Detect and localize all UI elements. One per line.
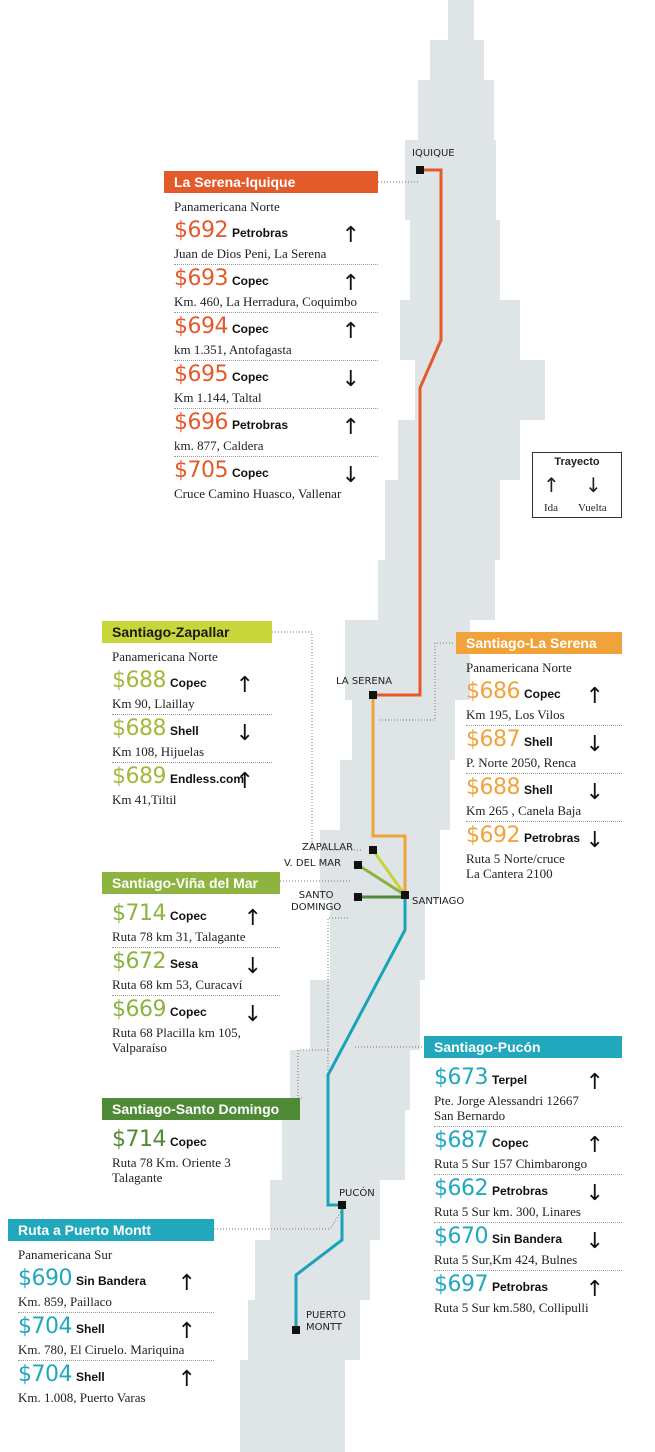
price-entry [174, 409, 378, 457]
station-address: Km 265 , Canela Baja [466, 803, 582, 818]
arrow-up-icon: ↑ [341, 223, 360, 248]
fuel-price: $694 [174, 314, 228, 339]
panel-title: Ruta a Puerto Montt [8, 1219, 214, 1241]
station-address: Ruta 78 km 31, Talagante [112, 929, 246, 944]
price-entry [112, 996, 280, 1058]
land-segment [240, 1360, 345, 1452]
land-segment [418, 80, 494, 140]
land-segment [340, 760, 450, 830]
price-entry [466, 822, 622, 884]
panel-title: Santiago-Santo Domingo [102, 1098, 300, 1120]
station-brand: Petrobras [524, 831, 581, 845]
arrow-down-icon: ↓ [235, 721, 254, 746]
arrow-up-icon: ↑ [585, 1070, 604, 1095]
land-segment [345, 620, 470, 700]
price-entry [434, 1175, 622, 1223]
arrow-up-icon: ↑ [341, 271, 360, 296]
fuel-price: $697 [434, 1272, 488, 1297]
legend-vuelta-label: Vuelta [578, 502, 607, 514]
city-label-santo-domingo: SANTO DOMINGO [291, 890, 342, 913]
price-entry [434, 1223, 622, 1271]
arrow-up-icon: ↑ [235, 673, 254, 698]
fuel-price: $705 [174, 458, 228, 483]
fuel-price: $692 [174, 218, 228, 243]
marker-puerto-montt [292, 1326, 300, 1334]
station-address: Km 195, Los Vilos [466, 707, 565, 722]
land-segment [282, 1110, 405, 1180]
station-address: Ruta 5 Norte/cruce La Cantera 2100 [466, 851, 565, 881]
fuel-price: $704 [18, 1314, 72, 1339]
station-address: Km. 460, La Herradura, Coquimbo [174, 294, 358, 309]
arrow-down-icon: ↓ [585, 1229, 604, 1254]
station-address: km 1.351, Antofagasta [174, 342, 292, 357]
land-segment [400, 300, 520, 360]
arrow-down-icon: ↓ [585, 780, 604, 805]
fuel-price: $672 [112, 949, 166, 974]
price-entry [112, 948, 280, 996]
panel-subtitle: Panamericana Norte [112, 649, 218, 664]
arrow-down-icon: ↓ [341, 463, 360, 488]
station-address: Km 1.144, Taltal [174, 390, 262, 405]
land-segment [310, 980, 420, 1050]
fuel-price: $695 [174, 362, 228, 387]
land-segment [415, 360, 545, 420]
price-entry [18, 1313, 214, 1361]
land-segment [352, 700, 455, 760]
legend-title: Trayecto [554, 456, 600, 468]
station-brand: Copec [170, 676, 207, 690]
panel-subtitle: Panamericana Norte [466, 660, 572, 675]
price-entry [112, 900, 280, 948]
panel-title: Santiago-Pucón [424, 1036, 622, 1058]
station-address: Pte. Jorge Alessandri 12667 San Bernardo [434, 1093, 579, 1123]
land-segment [378, 560, 495, 620]
price-entry [466, 726, 622, 774]
fuel-price: $673 [434, 1065, 488, 1090]
station-address: P. Norte 2050, Renca [466, 755, 577, 770]
land-segment [430, 40, 484, 80]
fuel-price: $692 [466, 823, 520, 848]
marker-zapallar [369, 846, 377, 854]
panel-subtitle: Panamericana Norte [174, 199, 280, 214]
fuel-price: $714 [112, 1127, 166, 1152]
station-address: Km 41,Tiltil [112, 792, 177, 807]
fuel-price: $688 [112, 668, 166, 693]
fuel-price: $704 [18, 1362, 72, 1387]
station-address: Km. 1.008, Puerto Varas [18, 1390, 146, 1405]
station-brand: Copec [524, 687, 561, 701]
arrow-down-icon: ↓ [585, 473, 602, 497]
station-brand: Sesa [170, 957, 199, 971]
panel-santiago-vina-del-mar [102, 872, 280, 1058]
price-entry [112, 763, 272, 810]
marker-vina [354, 861, 362, 869]
price-entry [112, 667, 272, 715]
station-brand: Petrobras [492, 1280, 549, 1294]
price-entry [112, 1126, 300, 1188]
station-brand: Copec [232, 370, 269, 384]
arrow-up-icon: ↑ [585, 684, 604, 709]
fuel-price: $687 [434, 1128, 488, 1153]
price-entry [466, 678, 622, 726]
panel-santiago-pucon [424, 1036, 622, 1318]
price-entry [434, 1064, 622, 1127]
arrow-down-icon: ↓ [585, 1181, 604, 1206]
station-brand: Sin Bandera [76, 1274, 147, 1288]
station-brand: Petrobras [232, 226, 289, 240]
land-segment [448, 0, 474, 40]
arrow-up-icon: ↑ [177, 1319, 196, 1344]
station-address: km. 877, Caldera [174, 438, 264, 453]
land-segment [255, 1240, 370, 1300]
city-label-iquique: IQUIQUE [412, 148, 455, 159]
station-address: Ruta 5 Sur 157 Chimbarongo [434, 1156, 588, 1171]
arrow-down-icon: ↓ [585, 828, 604, 853]
station-brand: Terpel [492, 1073, 528, 1087]
station-address: Ruta 68 km 53, Curacaví [112, 977, 243, 992]
station-brand: Petrobras [492, 1184, 549, 1198]
panel-title: Santiago-La Serena [456, 632, 622, 654]
fuel-price: $690 [18, 1266, 72, 1291]
station-brand: Copec [232, 274, 269, 288]
station-brand: Sin Bandera [492, 1232, 563, 1246]
arrow-up-icon: ↑ [585, 1133, 604, 1158]
station-address: Ruta 5 Sur km. 300, Linares [434, 1204, 581, 1219]
station-address: Km. 780, El Ciruelo. Mariquina [18, 1342, 185, 1357]
panel-title: Santiago-Zapallar [102, 621, 272, 643]
city-label-puerto-montt: PUERTO MONTT [306, 1310, 346, 1333]
marker-pucon [338, 1201, 346, 1209]
panel-subtitle: Panamericana Sur [18, 1247, 113, 1262]
marker-santo-domingo [354, 893, 362, 901]
price-entry [174, 457, 378, 504]
price-entry [174, 265, 378, 313]
station-address: Ruta 5 Sur km.580, Collipulli [434, 1300, 589, 1315]
land-segment [330, 900, 425, 980]
marker-la-serena [369, 691, 377, 699]
arrow-up-icon: ↑ [177, 1367, 196, 1392]
station-address: Km 108, Hijuelas [112, 744, 205, 759]
arrow-up-icon: ↑ [177, 1271, 196, 1296]
station-brand: Shell [76, 1322, 105, 1336]
fuel-price: $670 [434, 1224, 488, 1249]
land-segment [290, 1050, 410, 1110]
city-label-zapallar: ZAPALLAR [302, 842, 354, 853]
legend-box [532, 452, 622, 518]
panel-santiago-la-serena [456, 632, 622, 884]
station-address: Cruce Camino Huasco, Vallenar [174, 486, 342, 501]
station-brand: Copec [170, 1135, 207, 1149]
station-brand: Endless.com [170, 772, 245, 786]
station-address: Km 90, Llaillay [112, 696, 195, 711]
fuel-price: $688 [466, 775, 520, 800]
legend-ida-label: Ida [544, 502, 559, 514]
price-entry [18, 1361, 214, 1408]
price-entry [434, 1271, 622, 1318]
fuel-price: $688 [112, 716, 166, 741]
arrow-up-icon: ↑ [235, 769, 254, 794]
station-brand: Copec [232, 466, 269, 480]
city-label-pucon: PUCÓN [339, 1188, 375, 1199]
station-brand: Copec [492, 1136, 529, 1150]
station-address: Ruta 78 Km. Oriente 3 Talagante [112, 1155, 231, 1185]
land-segment [398, 420, 520, 480]
price-entry [112, 715, 272, 763]
land-segment [410, 220, 500, 300]
panel-title: La Serena-Iquique [164, 171, 378, 193]
city-label-la-serena: LA SERENA [336, 676, 393, 687]
marker-santiago [401, 891, 409, 899]
price-entry [18, 1265, 214, 1313]
arrow-up-icon: ↑ [243, 906, 262, 931]
station-address: Ruta 68 Placilla km 105, Valparaíso [112, 1025, 241, 1055]
price-entry [174, 313, 378, 361]
arrow-down-icon: ↓ [243, 954, 262, 979]
station-brand: Shell [524, 735, 553, 749]
price-entry [174, 217, 378, 265]
fuel-price: $662 [434, 1176, 488, 1201]
station-brand: Shell [170, 724, 199, 738]
price-entry [174, 361, 378, 409]
fuel-price: $686 [466, 679, 520, 704]
marker-iquique [416, 166, 424, 174]
fuel-price: $714 [112, 901, 166, 926]
station-address: Km. 859, Paillaco [18, 1294, 112, 1309]
fuel-price: $689 [112, 764, 166, 789]
arrow-up-icon: ↑ [585, 1277, 604, 1302]
station-brand: Shell [76, 1370, 105, 1384]
arrow-down-icon: ↓ [341, 367, 360, 392]
fuel-price: $669 [112, 997, 166, 1022]
city-label-vina: V. DEL MAR [284, 858, 342, 869]
arrow-up-icon: ↑ [543, 473, 560, 497]
station-brand: Shell [524, 783, 553, 797]
station-address: Ruta 5 Sur,Km 424, Bulnes [434, 1252, 578, 1267]
panel-ruta-puerto-montt [8, 1219, 214, 1408]
fuel-price: $696 [174, 410, 228, 435]
panel-santiago-zapallar [102, 621, 272, 810]
arrow-up-icon: ↑ [341, 319, 360, 344]
land-segment [385, 480, 500, 560]
fuel-price: $687 [466, 727, 520, 752]
panel-la-serena-iquique [164, 171, 378, 504]
price-entry [466, 774, 622, 822]
panel-santiago-santo-domingo [102, 1098, 300, 1188]
fuel-price: $693 [174, 266, 228, 291]
station-brand: Copec [232, 322, 269, 336]
station-brand: Copec [170, 909, 207, 923]
price-line [112, 1127, 300, 1155]
price-entry [434, 1127, 622, 1175]
station-brand: Copec [170, 1005, 207, 1019]
arrow-down-icon: ↓ [243, 1002, 262, 1027]
station-address: Juan de Dios Peni, La Serena [174, 246, 327, 261]
panel-title: Santiago-Viña del Mar [102, 872, 280, 894]
arrow-down-icon: ↓ [585, 732, 604, 757]
city-label-santiago: SANTIAGO [412, 896, 465, 907]
arrow-up-icon: ↑ [341, 415, 360, 440]
station-brand: Petrobras [232, 418, 289, 432]
